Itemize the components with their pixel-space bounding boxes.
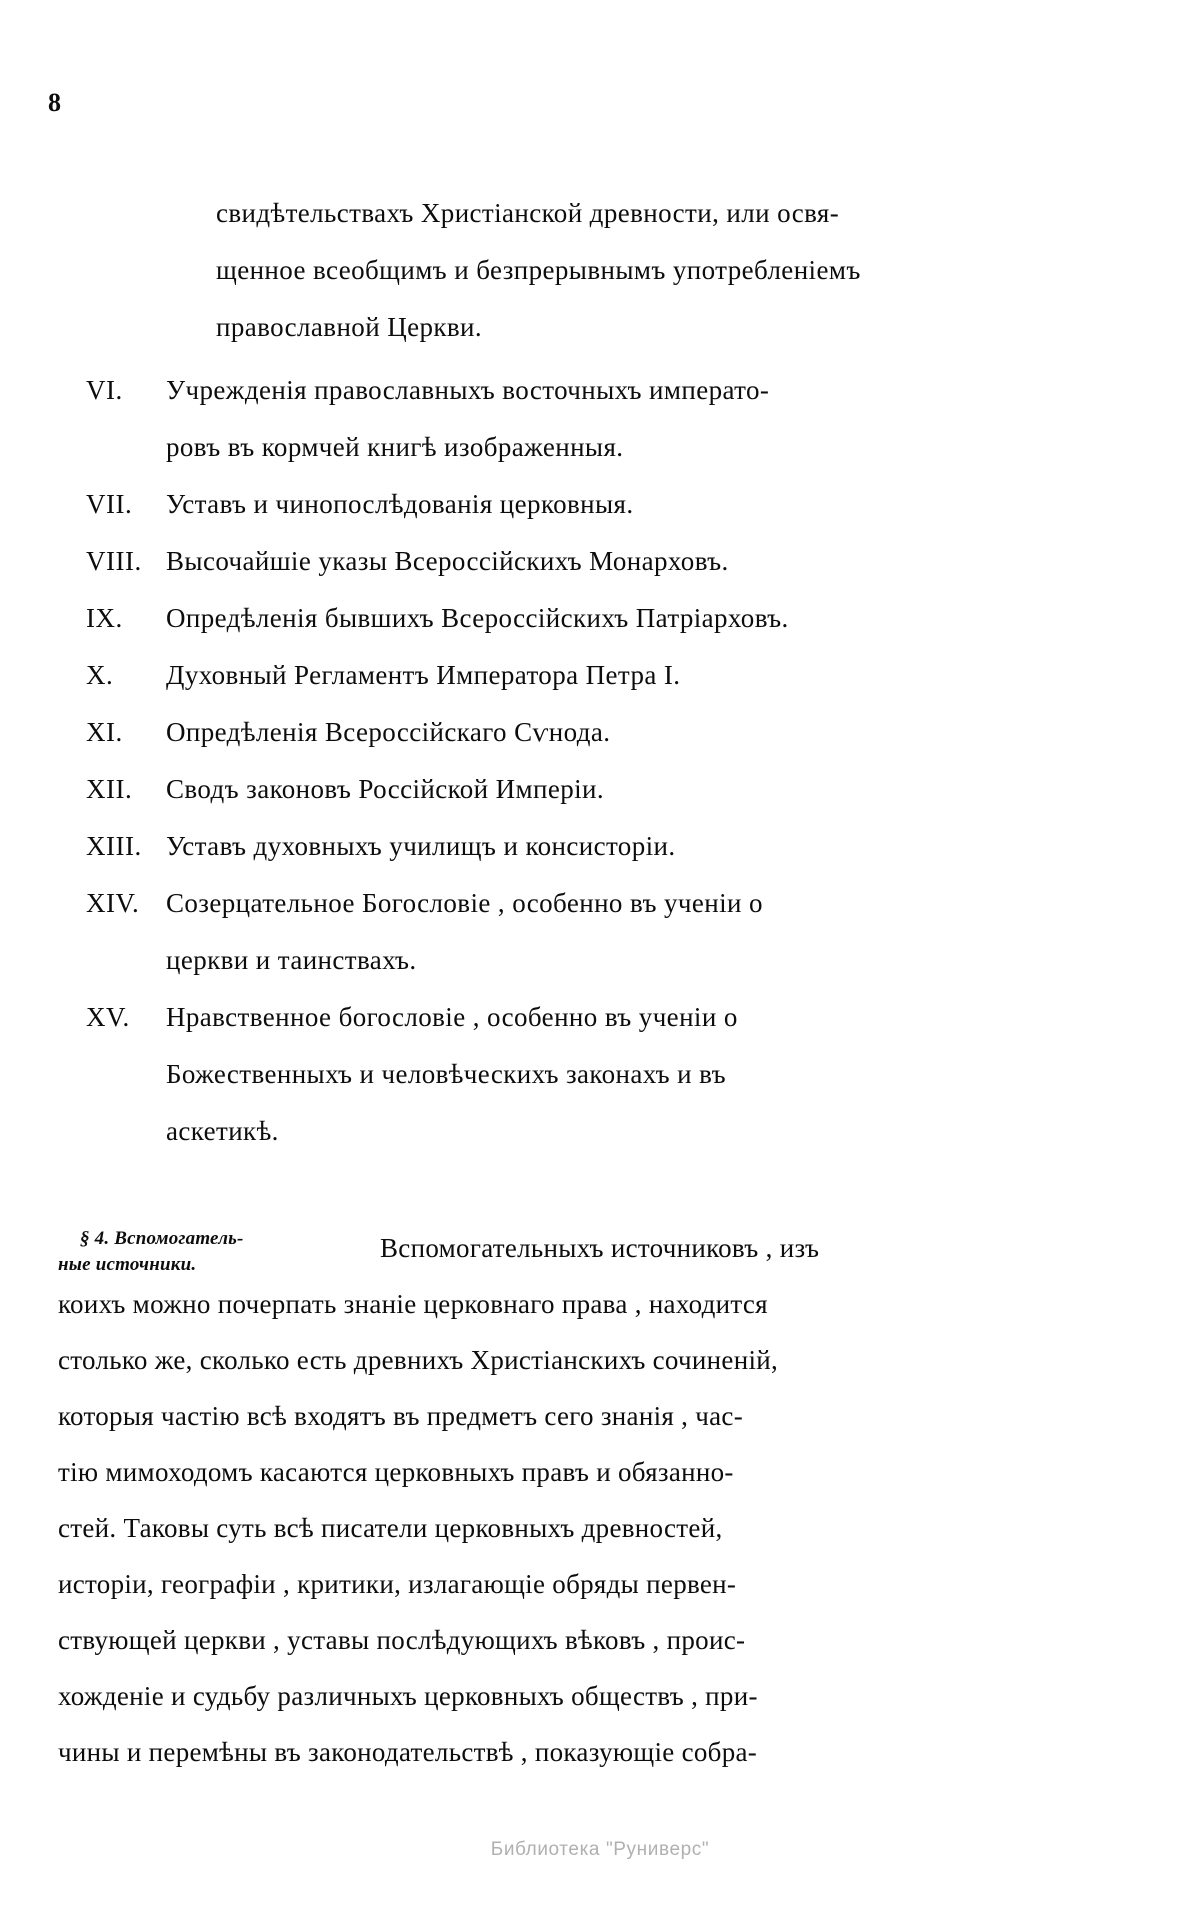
section-4-paragraph: Вспомогательныхъ источниковъ , изъ коихъ можно почерпать знаніе церковнаго права , находится столько же, сколько есть древнихъ Христіанскихъ сочиненій, которыя частію всѣ входятъ въ предметъ сего знанія , час- тію мимоходомъ касаются церковныхъ правъ и обязанно- стей. Таковы суть всѣ писатели церковныхъ древностей, исторіи, географіи , критики, излагающіе обряды первен- ствующей церкви , уставы послѣдующихъ вѣковъ , проис- хожденіе и судьбу различныхъ церковныхъ обществъ , при- чины и перемѣны въ законодательствѣ , показующіе собра-	[58, 1220, 1148, 1780]
list-item-number: VIII.	[86, 546, 142, 576]
section-4-first-line: Вспомогательныхъ источниковъ , изъ	[380, 1233, 820, 1263]
marginal-note-line-2: ные источники.	[58, 1254, 197, 1275]
list-item-text: Опредѣленія бывшихъ Всероссійскихъ Патріарховъ.	[166, 603, 789, 633]
list-item-number: VI.	[86, 375, 123, 405]
list-item-number: VII.	[86, 489, 133, 519]
list-item-text: Опредѣленія Всероссійскаго Сѵнода.	[166, 717, 611, 747]
list-item-number: XV.	[86, 1002, 130, 1032]
library-watermark: Библиотека "Руниверс"	[490, 1839, 710, 1860]
list-item-text: Уставъ и чинопослѣдованія церковныя.	[166, 489, 634, 519]
intro-line-1: свидѣтельствахъ Христіанской древности, или освя-	[216, 198, 840, 228]
list-item	[58, 533, 1148, 590]
list-item	[58, 818, 1148, 875]
list-item	[58, 590, 1148, 647]
intro-paragraph	[58, 185, 1148, 356]
section-4	[58, 1220, 1148, 1780]
intro-line-2: щенное всеобщимъ и безпрерывнымъ употребленіемъ	[216, 255, 861, 285]
list-item-text: Сводъ законовъ Россійской Имперіи.	[166, 774, 605, 804]
list-item-text: Учрежденія православныхъ восточныхъ императо- ровъ въ кормчей книгѣ изображенныя.	[166, 375, 770, 462]
list-item-number: IX.	[86, 603, 123, 633]
list-item-number: XII.	[86, 774, 133, 804]
list-item	[58, 704, 1148, 761]
marginal-note-line-1: § 4. Вспомогатель-	[80, 1228, 244, 1249]
list-item-text: Уставъ духовныхъ училищъ и консисторіи.	[166, 831, 676, 861]
page-content	[58, 185, 1148, 1780]
page-number: 8	[48, 88, 62, 117]
list-item-number: XIII.	[86, 831, 142, 861]
sources-list	[58, 362, 1148, 1160]
list-item-text: Созерцательное Богословіе , особенно въ ученіи о церкви и таинствахъ.	[166, 888, 763, 975]
list-item-number: X.	[86, 660, 114, 690]
list-item	[58, 989, 1148, 1160]
list-item-text: Высочайшіе указы Всероссійскихъ Монарховъ.	[166, 546, 729, 576]
list-item-number: XI.	[86, 717, 123, 747]
list-item	[58, 476, 1148, 533]
list-item	[58, 647, 1148, 704]
list-item	[58, 362, 1148, 476]
list-item-text: Нравственное богословіе , особенно въ ученіи о Божественныхъ и человѣческихъ законахъ и въ аскетикѣ.	[166, 1002, 738, 1146]
list-item	[58, 875, 1148, 989]
list-item-number: XIV.	[86, 888, 140, 918]
list-item-text: Духовный Регламентъ Императора Петра I.	[166, 660, 681, 690]
intro-line-3: православной Церкви.	[216, 312, 483, 342]
marginal-note	[58, 1226, 358, 1278]
list-item	[58, 761, 1148, 818]
